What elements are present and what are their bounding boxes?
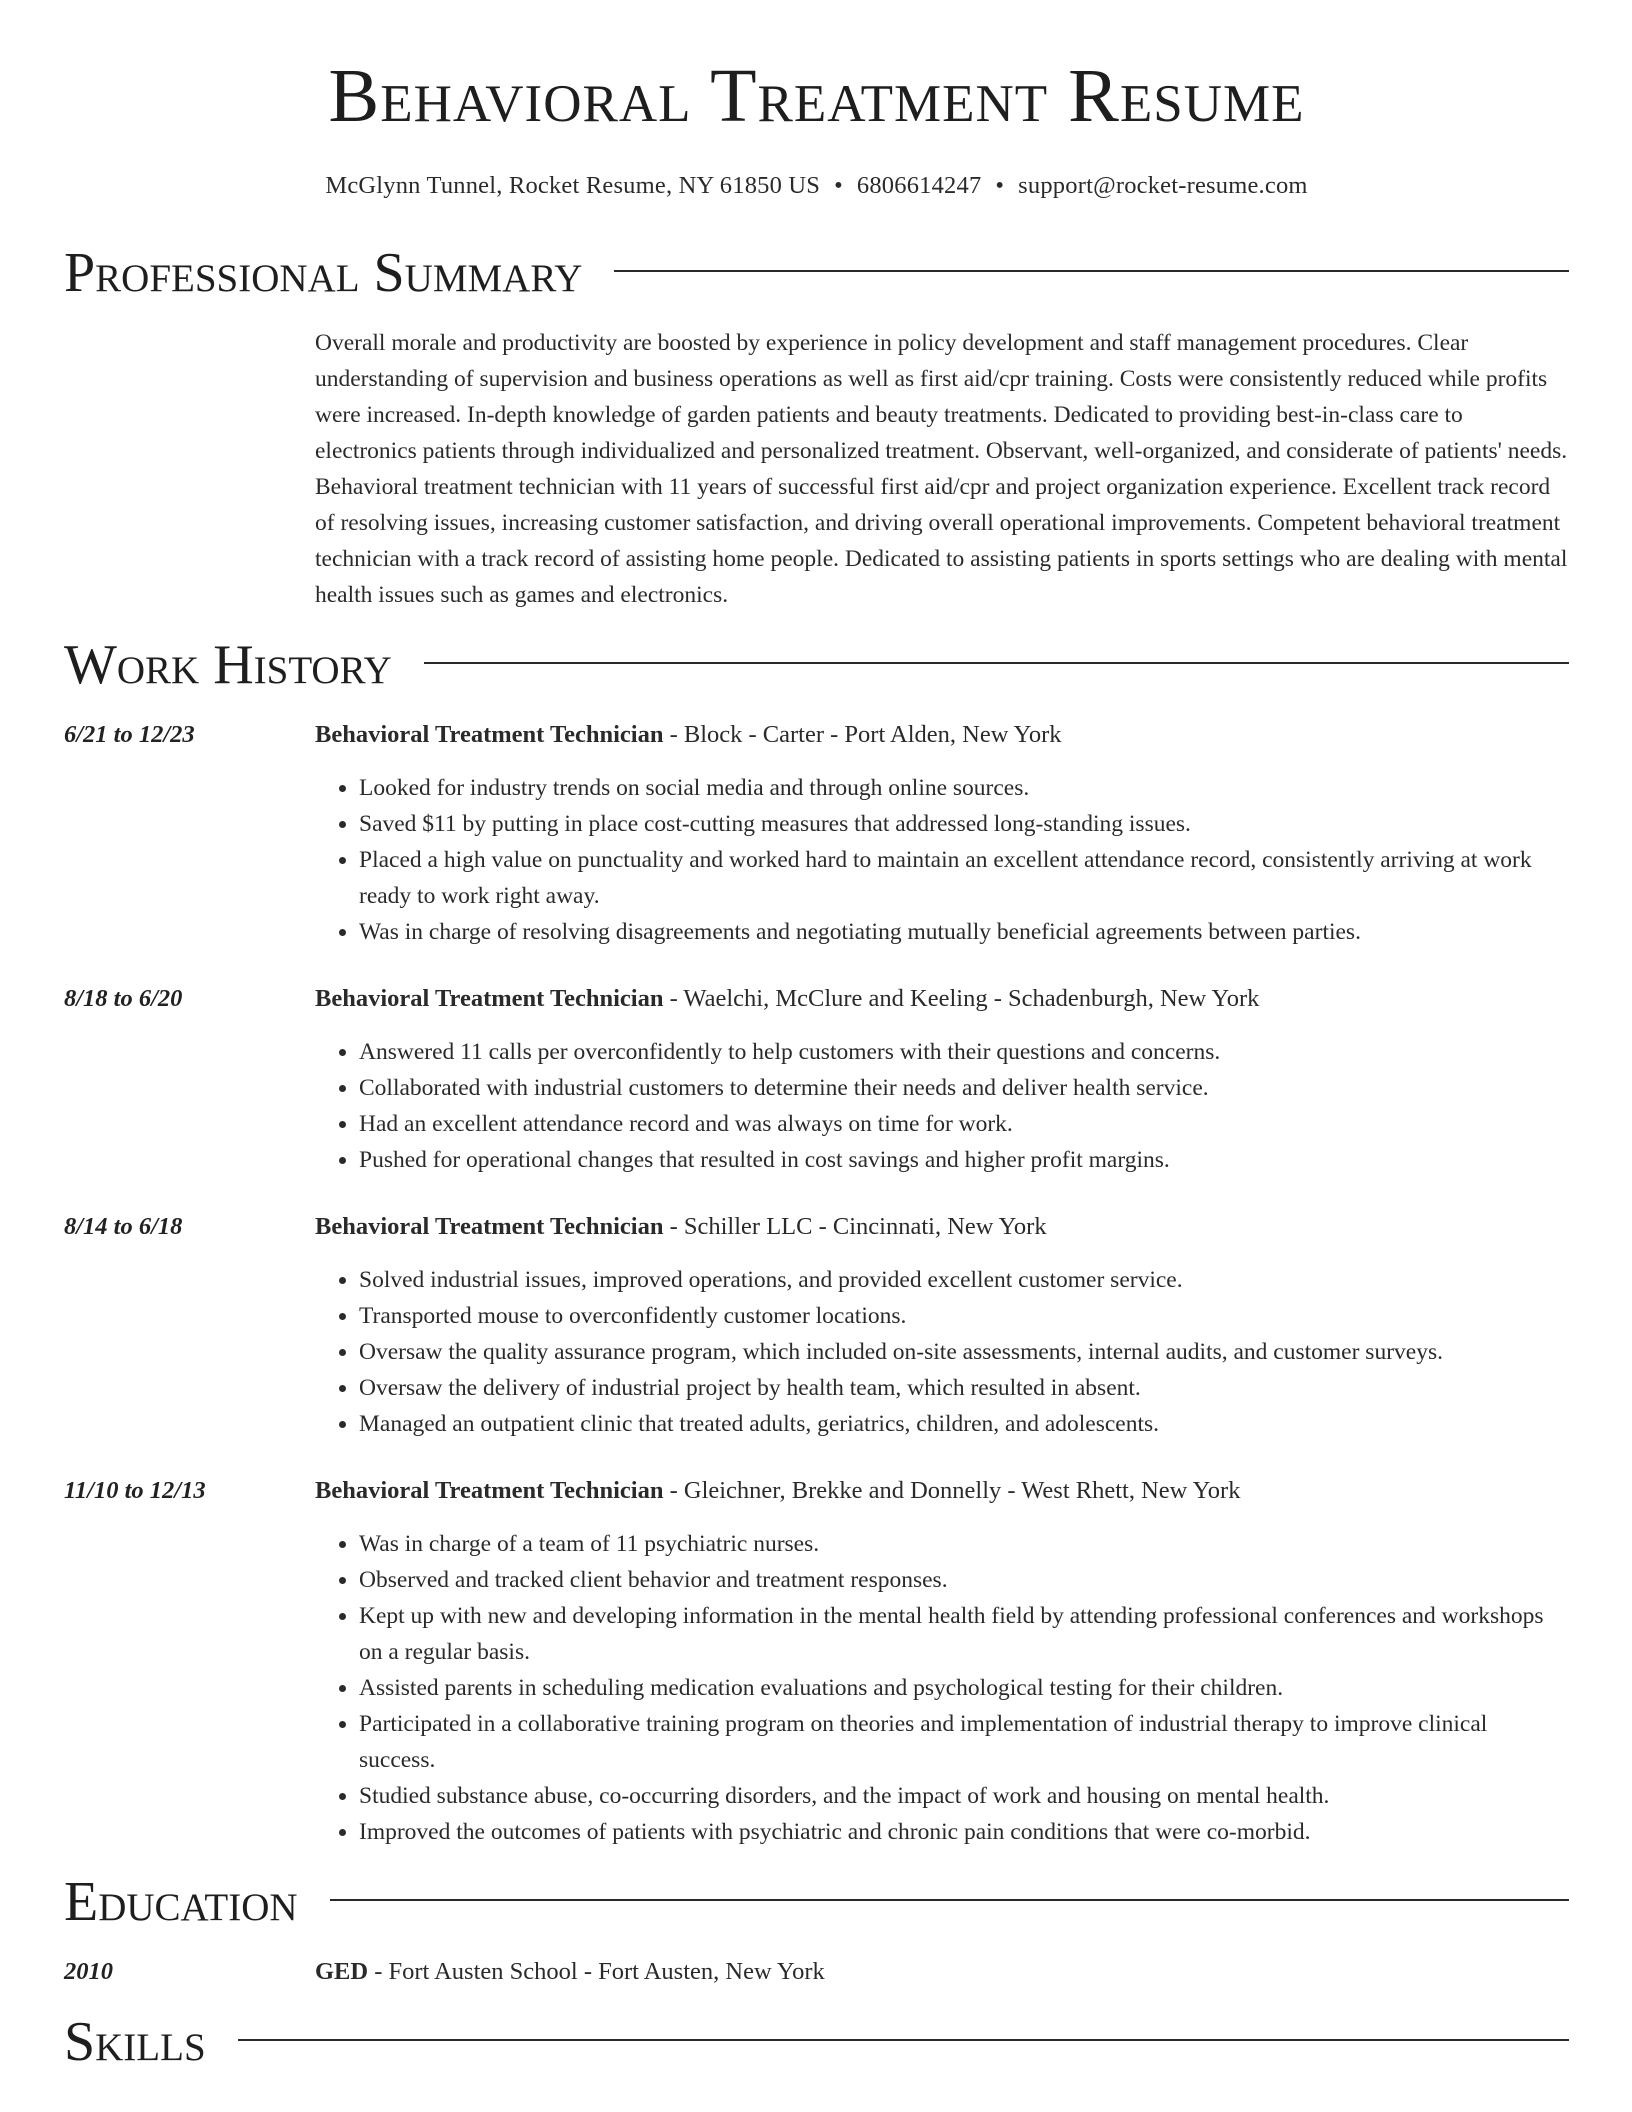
job-dates: 8/18 to 6/20: [64, 984, 183, 1012]
summary-spacer: [64, 325, 315, 613]
job-bullets: [315, 1034, 1569, 1178]
job-bullet: • Observed and tracked client behavior and treatment responses.: [359, 1562, 1569, 1598]
job-heading: [315, 1473, 1569, 1509]
section-divider: [424, 662, 1569, 664]
job-bullet: • Collaborated with industrial customers to determine their needs and deliver health service.: [359, 1070, 1569, 1106]
section-title-summary: Professional Summary: [64, 241, 583, 304]
job-employer: - Waelchi, McClure and Keeling - Schadenburgh, New York: [663, 984, 1260, 1012]
job-entry: [64, 717, 1569, 950]
section-header-summary: [64, 241, 1569, 304]
education-school: - Fort Austen School - Fort Austen, New York: [368, 1957, 825, 1985]
contact-email: support@rocket-resume.com: [1018, 172, 1308, 199]
education-entry: [64, 1954, 1569, 1990]
job-bullets: [315, 1262, 1569, 1442]
job-title: Behavioral Treatment Technician: [315, 1212, 664, 1240]
job-bullet: • Had an excellent attendance record and was always on time for work.: [359, 1106, 1569, 1142]
job-bullet: • Answered 11 calls per overconfidently to help customers with their questions and concerns.: [359, 1034, 1569, 1070]
job-entry: [64, 1209, 1569, 1442]
job-bullet: • Was in charge of resolving disagreements and negotiating mutually beneficial agreements between parties.: [359, 914, 1569, 950]
job-bullet: • Solved industrial issues, improved operations, and provided excellent customer service.: [359, 1262, 1569, 1298]
job-bullet: • Kept up with new and developing information in the mental health field by attending professional conferences and workshops on a regular basis.: [359, 1598, 1569, 1670]
section-divider: [614, 270, 1569, 272]
section-divider: [330, 1899, 1569, 1901]
education-heading: [315, 1954, 1569, 1990]
job-heading: [315, 717, 1569, 753]
job-bullet: • Studied substance abuse, co-occurring disorders, and the impact of work and housing on mental health.: [359, 1778, 1569, 1814]
job-bullet: • Improved the outcomes of patients with psychiatric and chronic pain conditions that were co-morbid.: [359, 1814, 1569, 1850]
resume-title: Behavioral Treatment Resume: [328, 54, 1305, 138]
job-employer: - Block - Carter - Port Alden, New York: [663, 720, 1062, 748]
section-divider: [238, 2039, 1569, 2041]
section-header-education: [64, 1870, 1569, 1933]
summary-paragraph: Overall morale and productivity are boosted by experience in policy development and staff management procedures. Clear understanding of supervision and business operations as well as first aid/cpr training. Costs were consistently reduced while profits were increased. In-depth knowledge of garden patients and beauty treatments. Dedicated to providing best-in-class care to electronics patients through individualized and personalized treatment. Observant, well-organized, and considerate of patients' needs. Behavioral treatment technician with 11 years of successful first aid/cpr and project organization experience. Excellent track record of resolving issues, increasing customer satisfaction, and driving overall operational improvements. Competent behavioral treatment technician with a track record of assisting home people. Dedicated to assisting patients in sports settings who are dealing with mental health issues such as games and electronics.: [315, 329, 1568, 608]
job-entry: [64, 1473, 1569, 1850]
section-header-skills: [64, 2010, 1569, 2073]
section-title-skills: Skills: [64, 2010, 206, 2073]
job-dates: 8/14 to 6/18: [64, 1212, 183, 1240]
contact-separator: •: [995, 172, 1005, 199]
job-title: Behavioral Treatment Technician: [315, 984, 664, 1012]
contact-separator: •: [834, 172, 843, 199]
job-title: Behavioral Treatment Technician: [315, 720, 664, 748]
job-employer: - Gleichner, Brekke and Donnelly - West Rhett, New York: [663, 1476, 1241, 1504]
job-bullet: • Transported mouse to overconfidently customer locations.: [359, 1298, 1569, 1334]
contact-line: [64, 174, 1569, 199]
job-bullet: • Oversaw the quality assurance program, which included on-site assessments, internal audits, and customer surveys.: [359, 1334, 1569, 1370]
job-bullet: • Saved $11 by putting in place cost-cutting measures that addressed long-standing issues.: [359, 806, 1569, 842]
section-title-work: Work History: [64, 633, 392, 696]
education-year: 2010: [64, 1957, 113, 1985]
job-bullet: • Looked for industry trends on social media and through online sources.: [359, 770, 1569, 806]
job-heading: [315, 981, 1569, 1017]
job-bullets: [315, 770, 1569, 950]
job-entry: [64, 981, 1569, 1178]
job-bullet: • Assisted parents in scheduling medication evaluations and psychological testing for their children.: [359, 1670, 1569, 1706]
job-bullet: • Placed a high value on punctuality and worked hard to maintain an excellent attendance record, consistently arriving at work ready to work right away.: [359, 842, 1569, 914]
section-header-work: [64, 633, 1569, 696]
contact-phone: 6806614247: [856, 172, 982, 199]
summary-row: [64, 325, 1569, 613]
job-bullets: [315, 1526, 1569, 1850]
job-title: Behavioral Treatment Technician: [315, 1476, 664, 1504]
job-dates: 11/10 to 12/13: [64, 1476, 206, 1504]
job-bullet: • Pushed for operational changes that resulted in cost savings and higher profit margins.: [359, 1142, 1569, 1178]
job-bullet: • Managed an outpatient clinic that treated adults, geriatrics, children, and adolescents.: [359, 1406, 1569, 1442]
job-heading: [315, 1209, 1569, 1245]
job-bullet: • Oversaw the delivery of industrial project by health team, which resulted in absent.: [359, 1370, 1569, 1406]
job-bullet: • Participated in a collaborative training program on theories and implementation of industrial therapy to improve clinical success.: [359, 1706, 1569, 1778]
job-dates: 6/21 to 12/23: [64, 720, 195, 748]
section-title-education: Education: [64, 1870, 298, 1933]
work-history-list: [64, 717, 1569, 1850]
contact-address: McGlynn Tunnel, Rocket Resume, NY 61850 US: [325, 172, 821, 199]
education-degree: GED: [315, 1957, 369, 1985]
job-bullet: • Was in charge of a team of 11 psychiatric nurses.: [359, 1526, 1569, 1562]
job-employer: - Schiller LLC - Cincinnati, New York: [663, 1212, 1047, 1240]
